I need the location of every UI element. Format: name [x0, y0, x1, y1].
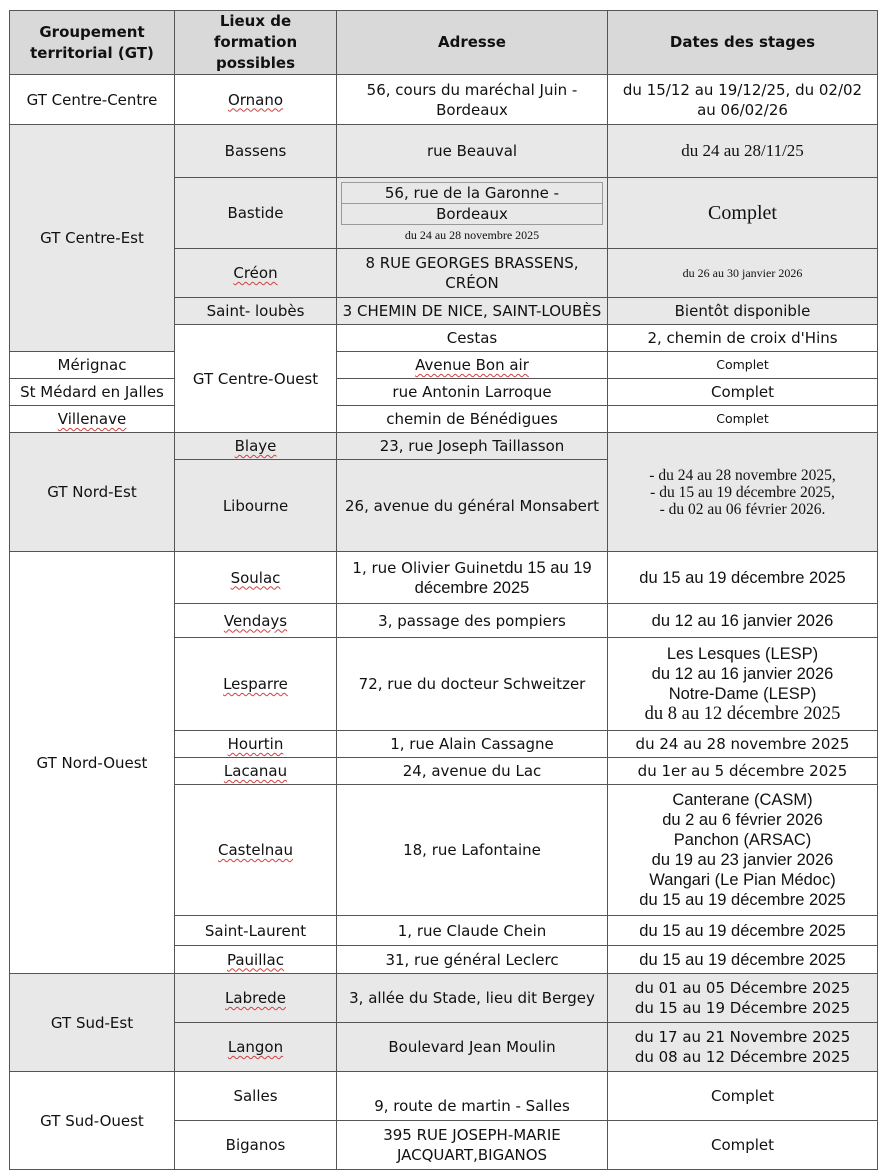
adresse-cell: Boulevard Jean Moulin: [337, 1023, 608, 1072]
lieu-cell: Lacanau: [175, 758, 337, 785]
date-line: Panchon (ARSAC): [673, 831, 812, 849]
dates-cell: du 24 au 28/11/25: [608, 125, 878, 178]
adresse-cell: 395 RUE JOSEPH-MARIE JACQUART,BIGANOS: [337, 1121, 608, 1170]
adresse-cell: chemin de Bénédigues: [337, 406, 608, 433]
lieu-cell: Castelnau: [175, 785, 337, 916]
group-cell: GT Centre-Ouest: [175, 325, 337, 433]
lieu-cell: Mérignac: [10, 352, 175, 379]
table-row: [10, 75, 878, 125]
dates-cell: du 15 au 19 décembre 2025: [608, 946, 878, 974]
dates-cell: du 15 au 19 décembre 2025: [608, 916, 878, 946]
dates-cell: Complet: [608, 178, 878, 249]
lieu-cell: Villenave: [10, 406, 175, 433]
adresse-cell: 56, cours du maréchal Juin - Bordeaux: [337, 75, 608, 125]
adresse-cell: 26, avenue du général Monsabert: [337, 460, 608, 552]
table-row: [10, 1072, 878, 1121]
lieu-cell: Saint- loubès: [175, 298, 337, 325]
adresse-cell: 3, allée du Stade, lieu dit Bergey: [337, 974, 608, 1023]
lieu-cell: Labrede: [175, 974, 337, 1023]
dates-cell: [608, 433, 878, 552]
date-line: Canterane (CASM): [672, 791, 813, 809]
adresse-cell: 1, rue Olivier Guinetdu 15 au 19 décembre 2025: [337, 552, 608, 604]
lieu-cell: Blaye: [175, 433, 337, 460]
dates-cell: Complet: [608, 352, 878, 379]
lieu-cell: Saint-Laurent: [175, 916, 337, 946]
adresse-cell: rue Antonin Larroque: [337, 379, 608, 406]
date-line: du 15 au 19 décembre 2025: [639, 891, 846, 909]
dates-cell: du 15/12 au 19/12/25, du 02/02 au 06/02/26: [608, 75, 878, 125]
lieu-cell: Biganos: [175, 1121, 337, 1170]
header-row: [10, 11, 878, 75]
dates-cell: [608, 1023, 878, 1072]
lieu-cell: St Médard en Jalles: [10, 379, 175, 406]
date-line: - du 24 au 28 novembre 2025,: [649, 466, 836, 484]
dates-cell: Complet: [608, 1121, 878, 1170]
dates-cell: [608, 638, 878, 731]
dates-cell: Complet: [608, 379, 878, 406]
table-row: [10, 125, 878, 178]
dates-cell: [608, 785, 878, 916]
lieu-cell: Lesparre: [175, 638, 337, 731]
date-line: du 19 au 23 janvier 2026: [651, 851, 834, 869]
adresse-cell: 18, rue Lafontaine: [337, 785, 608, 916]
dates-cell: [608, 974, 878, 1023]
date-line: Wangari (Le Pian Médoc): [649, 871, 836, 889]
date-line: du 17 au 21 Novembre 2025: [634, 1028, 851, 1046]
adresse-cell: 8 RUE GEORGES BRASSENS, CRÉON: [337, 249, 608, 298]
lieu-cell: Vendays: [175, 604, 337, 638]
group-cell: GT Centre-Centre: [10, 75, 175, 125]
adresse-cell: 1, rue Alain Cassagne: [337, 731, 608, 758]
lieu-cell: Créon: [175, 249, 337, 298]
adresse-line: Bordeaux: [342, 203, 602, 224]
lieu-cell: Pauillac: [175, 946, 337, 974]
lieu-cell: Cestas: [337, 325, 608, 352]
lieu-cell: Salles: [175, 1072, 337, 1121]
adresse-cell: 72, rue du docteur Schweitzer: [337, 638, 608, 731]
adresse-cell: 2, chemin de croix d'Hins: [608, 325, 878, 352]
lieu-cell: Soulac: [175, 552, 337, 604]
dates-cell: du 1er au 5 décembre 2025: [608, 758, 878, 785]
dates-cell: du 26 au 30 janvier 2026: [608, 249, 878, 298]
adresse-line: 56, rue de la Garonne -: [384, 183, 560, 202]
header-dates: Dates des stages: [608, 11, 878, 75]
adresse-cell: 1, rue Claude Chein: [337, 916, 608, 946]
dates-cell: Bientôt disponible: [608, 298, 878, 325]
group-cell: GT Sud-Ouest: [10, 1072, 175, 1170]
dates-cell: du 15 au 19 décembre 2025: [608, 552, 878, 604]
formation-table: [9, 10, 878, 1170]
date-line: du 12 au 16 janvier 2026: [651, 665, 834, 683]
dates-cell: du 24 au 28 novembre 2025: [608, 731, 878, 758]
table-row: [10, 552, 878, 604]
adresse-cell: 9, route de martin - Salles: [337, 1072, 608, 1121]
adresse-cell: 31, rue général Leclerc: [337, 946, 608, 974]
lieu-cell: Bastide: [175, 178, 337, 249]
dates-cell: Complet: [608, 406, 878, 433]
table-row: [10, 352, 878, 379]
table-row: [10, 379, 878, 406]
lieu-cell: Ornano: [175, 75, 337, 125]
dates-cell: du 12 au 16 janvier 2026: [608, 604, 878, 638]
adresse-cell: Avenue Bon air: [337, 352, 608, 379]
lieu-cell: Bassens: [175, 125, 337, 178]
date-line: du 08 au 12 Décembre 2025: [634, 1048, 851, 1066]
date-line: du 01 au 05 Décembre 2025: [634, 979, 851, 997]
adresse-cell: rue Beauval: [337, 125, 608, 178]
dates-cell: Complet: [608, 1072, 878, 1121]
adresse-cell: 3 CHEMIN DE NICE, SAINT-LOUBÈS: [337, 298, 608, 325]
header-lieu: Lieux de formation possibles: [175, 11, 337, 75]
date-line: - du 02 au 06 février 2026.: [659, 500, 826, 518]
adresse-cell: 24, avenue du Lac: [337, 758, 608, 785]
date-line: Notre-Dame (LESP): [668, 685, 817, 703]
date-line: du 8 au 12 décembre 2025: [644, 704, 841, 724]
lieu-cell: Libourne: [175, 460, 337, 552]
table-row: [10, 406, 878, 433]
adresse-note: du 24 au 28 novembre 2025: [404, 227, 540, 242]
header-adresse: Adresse: [337, 11, 608, 75]
date-line: - du 15 au 19 décembre 2025,: [650, 483, 835, 501]
lieu-cell: Langon: [175, 1023, 337, 1072]
adresse-cell: 3, passage des pompiers: [337, 604, 608, 638]
table-row: [10, 433, 878, 460]
lieu-cell: Hourtin: [175, 731, 337, 758]
adresse-cell: [337, 178, 608, 249]
group-cell: GT Nord-Ouest: [10, 552, 175, 974]
header-gt: Groupement territorial (GT): [10, 11, 175, 75]
date-line: du 2 au 6 février 2026: [662, 811, 823, 829]
table-row: [10, 974, 878, 1023]
adresse-cell: 23, rue Joseph Taillasson: [337, 433, 608, 460]
date-line: Les Lesques (LESP): [666, 645, 819, 663]
group-cell: GT Sud-Est: [10, 974, 175, 1072]
group-cell: GT Nord-Est: [10, 433, 175, 552]
group-cell: GT Centre-Est: [10, 125, 175, 352]
date-line: du 15 au 19 Décembre 2025: [634, 999, 851, 1017]
